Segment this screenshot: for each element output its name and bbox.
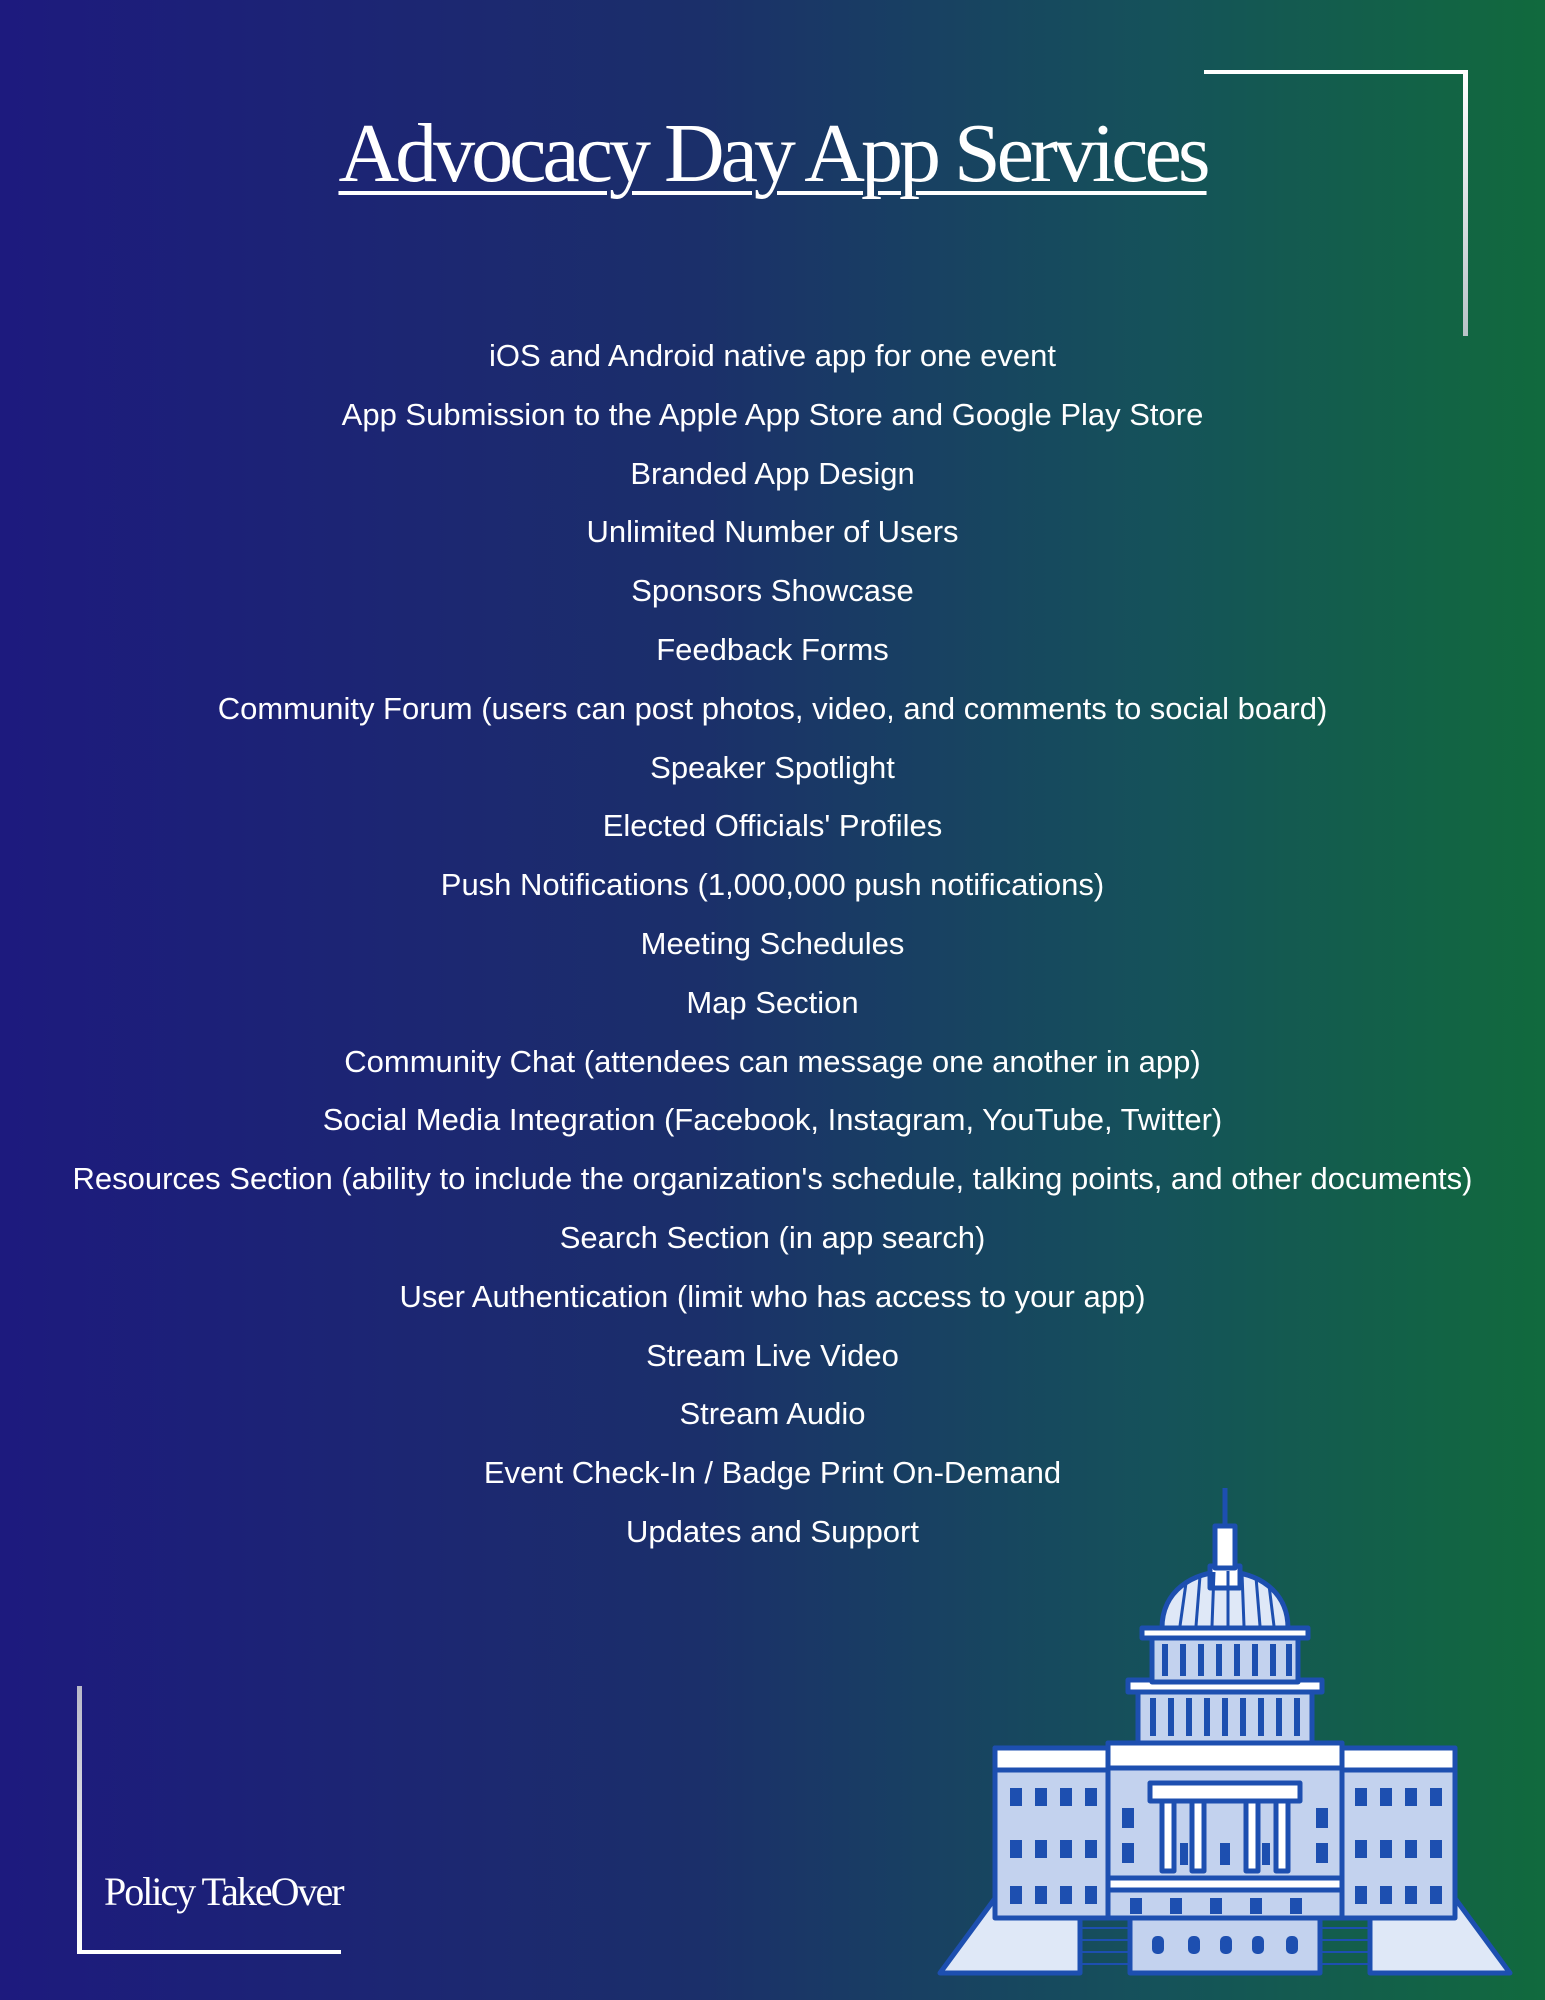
service-item: Social Media Integration (Facebook, Instagram, YouTube, Twitter) <box>322 1102 1223 1138</box>
service-item: Map Section <box>686 984 859 1020</box>
service-item: Sponsors Showcase <box>631 573 914 609</box>
service-item: Updates and Support <box>626 1513 919 1549</box>
service-item: Stream Live Video <box>646 1337 899 1373</box>
frame-line-vertical <box>1463 70 1468 336</box>
service-item: Unlimited Number of Users <box>586 514 959 550</box>
page-title: Advocacy Day App Services <box>338 107 1207 200</box>
service-item: App Submission to the Apple App Store and Google Play Store <box>341 396 1204 432</box>
service-item: iOS and Android native app for one event <box>488 338 1056 373</box>
service-item: Branded App Design <box>630 455 915 491</box>
brand-logo: Policy TakeOver <box>104 1869 343 1914</box>
frame-line-vertical <box>77 1686 82 1954</box>
service-item: Search Section (in app search) <box>559 1219 986 1255</box>
service-item: User Authentication (limit who has access to your app) <box>399 1278 1146 1314</box>
service-item: Community Chat (attendees can message one another in app) <box>344 1043 1201 1079</box>
service-item: Resources Section (ability to include the organization's schedule, talking points, and other documents) <box>72 1161 1473 1197</box>
service-item: Speaker Spotlight <box>650 749 895 785</box>
service-item: Elected Officials' Profiles <box>602 808 943 844</box>
frame-line-horizontal <box>1204 70 1468 74</box>
service-item: Feedback Forms <box>656 631 889 667</box>
capitol-building-icon <box>930 1458 1520 1978</box>
services-list <box>0 334 1545 1569</box>
frame-line-horizontal <box>77 1950 341 1954</box>
corner-frame-top-right <box>1204 70 1468 336</box>
service-item: Push Notifications (1,000,000 push notifications) <box>440 867 1105 903</box>
service-item: Community Forum (users can post photos, video, and comments to social board) <box>217 690 1328 726</box>
service-item: Stream Audio <box>679 1396 866 1432</box>
service-item: Meeting Schedules <box>640 925 905 961</box>
service-item: Event Check-In / Badge Print On-Demand <box>483 1455 1062 1491</box>
